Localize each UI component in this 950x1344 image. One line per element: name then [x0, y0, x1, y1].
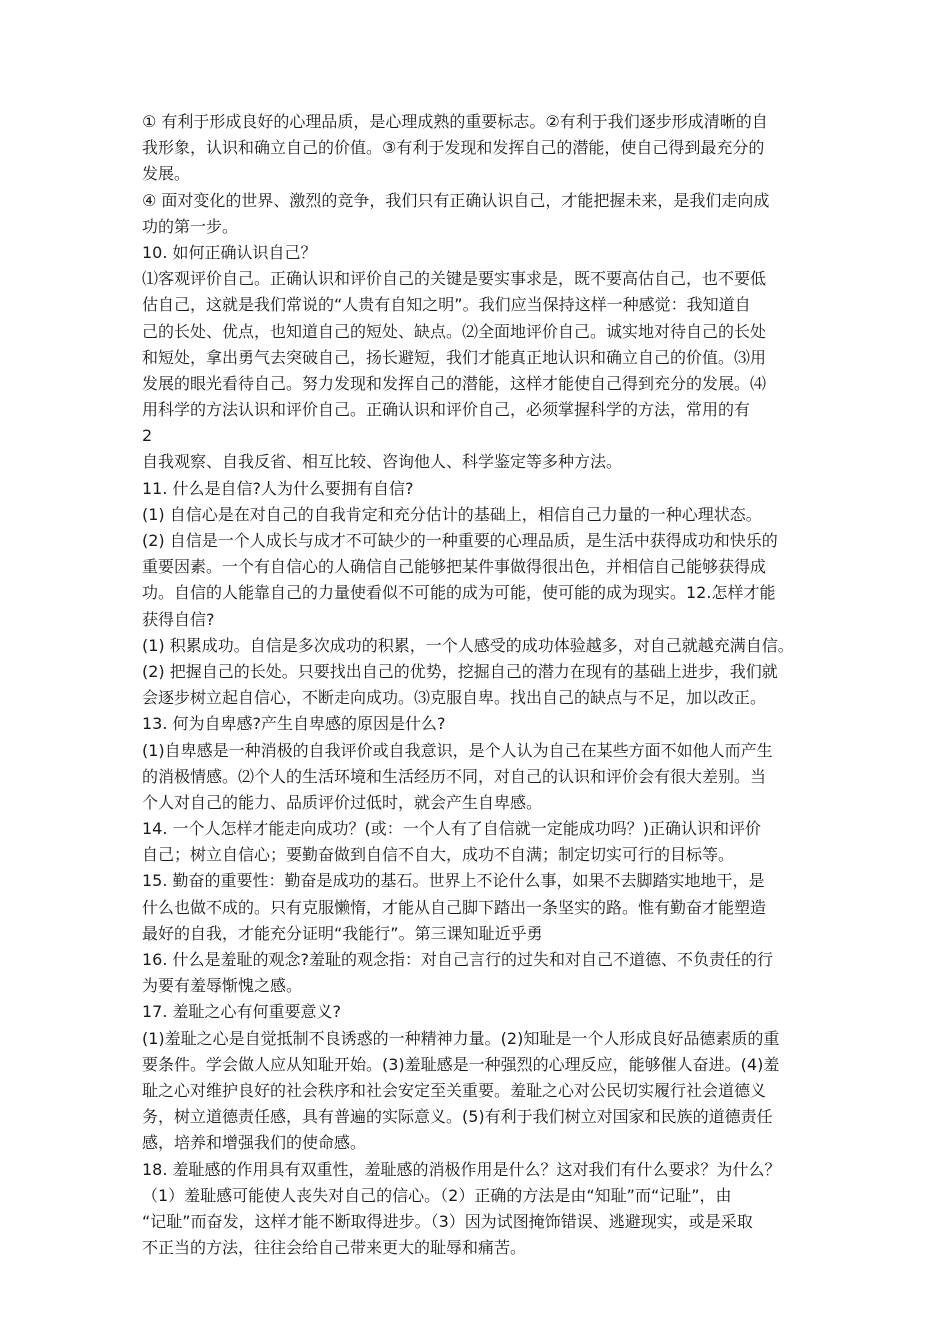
text-line: 估自己，这就是我们常说的“人贵有自知之明”。我们应当保持这样一种感觉：我知道自 — [142, 295, 751, 315]
text-line: 的消极情感。⑵个人的生活环境和生活经历不同，对自己的认识和评价会有很大差别。当 — [142, 766, 767, 786]
text-line: (1)自卑感是一种消极的自我评价或自我意识，是个人认为自己在某些方面不如他人而产生 — [142, 740, 773, 760]
text-line: 耻之心对维护良好的社会秩序和社会安定至关重要。羞耻之心对公民切实履行社会道德义 — [142, 1080, 767, 1100]
text-line: 15. 勤奋的重要性：勤奋是成功的基石。世界上不论什么事，如果不去脚踏实地地干，是 — [142, 871, 765, 891]
text-line: ④ 面对变化的世界、激烈的竞争，我们只有正确认识自己，才能把握未来，是我们走向成 — [142, 190, 770, 210]
text-line: （1）羞耻感可能使人丧失对自己的信心。（2）正确的方法是由“知耻”而“记耻”，由 — [142, 1185, 732, 1205]
text-line: 会逐步树立起自信心，不断走向成功。⑶克服自卑。找出自己的缺点与不足，加以改正。 — [142, 688, 767, 708]
text-line: 10. 如何正确认识自己？ — [142, 242, 317, 262]
text-line: 自我观察、自我反省、相互比较、咨询他人、科学鉴定等多种方法。 — [142, 452, 623, 472]
text-line: 个人对自己的能力、品质评价过低时，就会产生自卑感。 — [142, 792, 543, 812]
text-line: 2 — [142, 426, 153, 446]
text-line: (1) 积累成功。自信是多次成功的积累，一个人感受的成功体验越多，对自己就越充满自信。 — [142, 635, 794, 655]
text-line: (2) 把握自己的长处。只要找出自己的优势，挖掘自己的潜力在现有的基础上进步，我们就 — [142, 661, 778, 681]
text-line: 重要因素。一个有自信心的人确信自己能够把某件事做得很出色，并相信自己能够获得成 — [142, 557, 767, 577]
text-line: “记耻”而奋发，这样才能不断取得进步。（3）因为试图掩饰错误、逃避现实，或是采取 — [142, 1211, 753, 1231]
text-line: 18. 羞耻感的作用具有双重性，羞耻感的消极作用是什么？这对我们有什么要求？为什么？ — [142, 1159, 781, 1179]
text-line: ⑴客观评价自己。正确认识和评价自己的关键是要实事求是，既不要高估自己，也不要低 — [142, 269, 767, 289]
text-line: 16. 什么是羞耻的观念?羞耻的观念指：对自己言行的过失和对自己不道德、不负责任的行 — [142, 950, 774, 969]
text-line: 感，培养和增强我们的使命感。 — [142, 1133, 367, 1153]
text-line: (1) 自信心是在对自己的自我肯定和充分估计的基础上，相信自己力量的一种心理状态。 — [142, 504, 762, 524]
text-line: 什么也做不成的。只有克服懒惰，才能从自己脚下踏出一条坚实的路。惟有勤奋才能塑造 — [142, 897, 767, 917]
text-line: 我形象，认识和确立自己的价值。③有利于发现和发挥自己的潜能，使自己得到最充分的 — [142, 138, 765, 158]
text-line: 功。自信的人能靠自己的力量使看似不可能的成为可能，使可能的成为现实。12.怎样才能 — [142, 583, 776, 603]
text-line: 11. 什么是自信?人为什么要拥有自信? — [142, 478, 414, 498]
text-line: 发展。 — [142, 164, 191, 184]
text-line: 要条件。学会做人应从知耻开始。(3)羞耻感是一种强烈的心理反应，能够催人奋进。(4)羞 — [142, 1054, 780, 1074]
text-line: 不正当的方法，往往会给自己带来更大的耻辱和痛苦。 — [142, 1238, 527, 1258]
text-line: 13. 何为自卑感?产生自卑感的原因是什么? — [142, 714, 446, 734]
text-line: 为要有羞辱惭愧之感。 — [142, 976, 303, 996]
text-line: 14. 一个人怎样才能走向成功？(或：一个人有了自信就一定能成功吗？)正确认识和评价 — [142, 819, 762, 839]
text-line: 最好的自我，才能充分证明“我能行”。第三课知耻近乎勇 — [142, 923, 543, 943]
text-line: 发展的眼光看待自己。努力发现和发挥自己的潜能，这样才能使自己得到充分的发展。⑷ — [142, 373, 767, 393]
text-line: 17. 羞耻之心有何重要意义? — [142, 1002, 342, 1022]
document-body — [142, 109, 832, 1261]
text-line: 和短处，拿出勇气去突破自己，扬长避短，我们才能真正地认识和确立自己的价值。⑶用 — [142, 347, 767, 367]
text-line: ① 有利于形成良好的心理品质，是心理成熟的重要标志。②有利于我们逐步形成清晰的自 — [142, 112, 768, 131]
text-line: 功的第一步。 — [142, 216, 239, 236]
text-line: 获得自信? — [142, 609, 215, 629]
text-line: (2) 自信是一个人成长与成才不可缺少的一种重要的心理品质，是生活中获得成功和快乐的 — [142, 531, 778, 550]
text-line: 务，树立道德责任感，具有普遍的实际意义。(5)有利于我们树立对国家和民族的道德责任 — [142, 1107, 773, 1127]
text-line: (1)羞耻之心是自觉抵制不良诱惑的一种精神力量。(2)知耻是一个人形成良好品德素质的重 — [142, 1028, 780, 1048]
text-line: 用科学的方法认识和评价自己。正确认识和评价自己，必须掌握科学的方法，常用的有 — [142, 400, 751, 420]
text-line: 自己；树立自信心；要勤奋做到自信不自大，成功不自满；制定切实可行的目标等。 — [142, 845, 735, 865]
text-line: 己的长处、优点，也知道自己的短处、缺点。⑵全面地评价自己。诚实地对待自己的长处 — [142, 321, 767, 341]
